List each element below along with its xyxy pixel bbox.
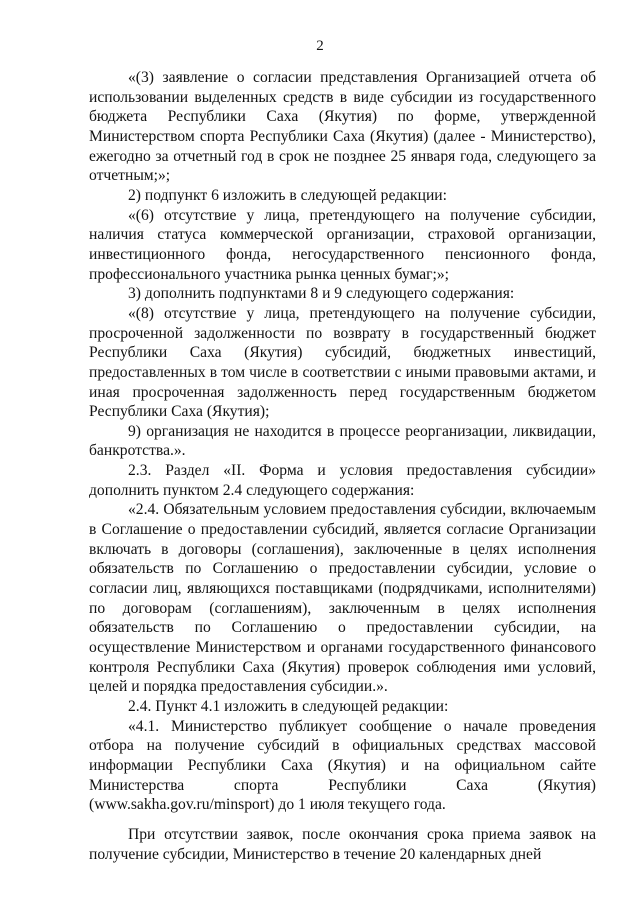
paragraph-clause-6-status: «(6) отсутствие у лица, претендующего на получение субсидии, наличия статуса коммерческой организации, страховой организации, инвестиционного фонда, негосударственного пенсионного фонда, профессионального участника рынка ценных бумаг;»;	[89, 206, 596, 283]
paragraph-clause-4-1-publication: «4.1. Министерство публикует сообщение о начале проведения отбора на получение субсидий в официальных средствах массовой информации Республики Саха (Якутия) и на официальном сайте Министерства спорта Республики Саха (Якутия) (www.sakha.gov.ru/minsport) до 1 июля текущего года.	[89, 717, 596, 814]
paragraph-clause-8-debt: «(8) отсутствие у лица, претендующего на получение субсидии, просроченной задолженности по возврату в государственный бюджет Республики Саха (Якутия) субсидий, бюджетных инвестиций, предоставленных в том числе в соответствии с иными правовыми актами, и иная просроченная задолженность перед государственным бюджетом Республики Саха (Якутия);	[89, 304, 596, 421]
paragraph-clause-9-reorganization: 9) организация не находится в процессе реорганизации, ликвидации, банкротства.».	[89, 422, 596, 460]
paragraph-subitem-2-instruction: 2) подпункт 6 изложить в следующей редакции:	[128, 186, 447, 204]
paragraph-subitem-3-instruction: 3) дополнить подпунктами 8 и 9 следующего содержания:	[128, 285, 515, 303]
document-body	[89, 68, 596, 864]
paragraph-clause-3-application: «(3) заявление о согласии представления Организацией отчета об использовании выделенных средств в виде субсидии из государственного бюджета Республики Саха (Якутия) по форме, утвержденной Министерством спорта Республики Саха (Якутия) (далее - Министерство), ежегодно за отчетный год в срок не позднее 25 января года, следующего за отчетным;»;	[89, 69, 596, 185]
paragraph-section-2-3: 2.3. Раздел «II. Форма и условия предоставления субсидии» дополнить пунктом 2.4 следующего содержания:	[89, 462, 596, 499]
paragraph-gap	[89, 815, 596, 825]
paragraph-section-2-4-instruction: 2.4. Пункт 4.1 изложить в следующей редакции:	[128, 698, 449, 715]
paragraph-no-applications: При отсутствии заявок, после окончания срока приема заявок на получение субсидии, Министерство в течение 20 календарных дней	[89, 825, 596, 863]
paragraph-clause-2-4-condition: «2.4. Обязательным условием предоставления субсидии, включаемым в Соглашение о предоставлении субсидий, является согласие Организации включать в договоры (соглашения), заключенные в целях исполнения обязательств по Соглашению о предоставлении субсидии, условие о согласии лиц, являющихся поставщиками (подрядчиками, исполнителями) по договорам (соглашениям), заключенным в целях исполнения обязательств по Соглашению о предоставлении субсидии, на осуществление Министерством и органами государственного финансового контроля Республики Саха (Якутия) проверок соблюдения ими условий, целей и порядка предоставления субсидии.».	[89, 501, 596, 696]
page-number: 2	[316, 38, 324, 54]
